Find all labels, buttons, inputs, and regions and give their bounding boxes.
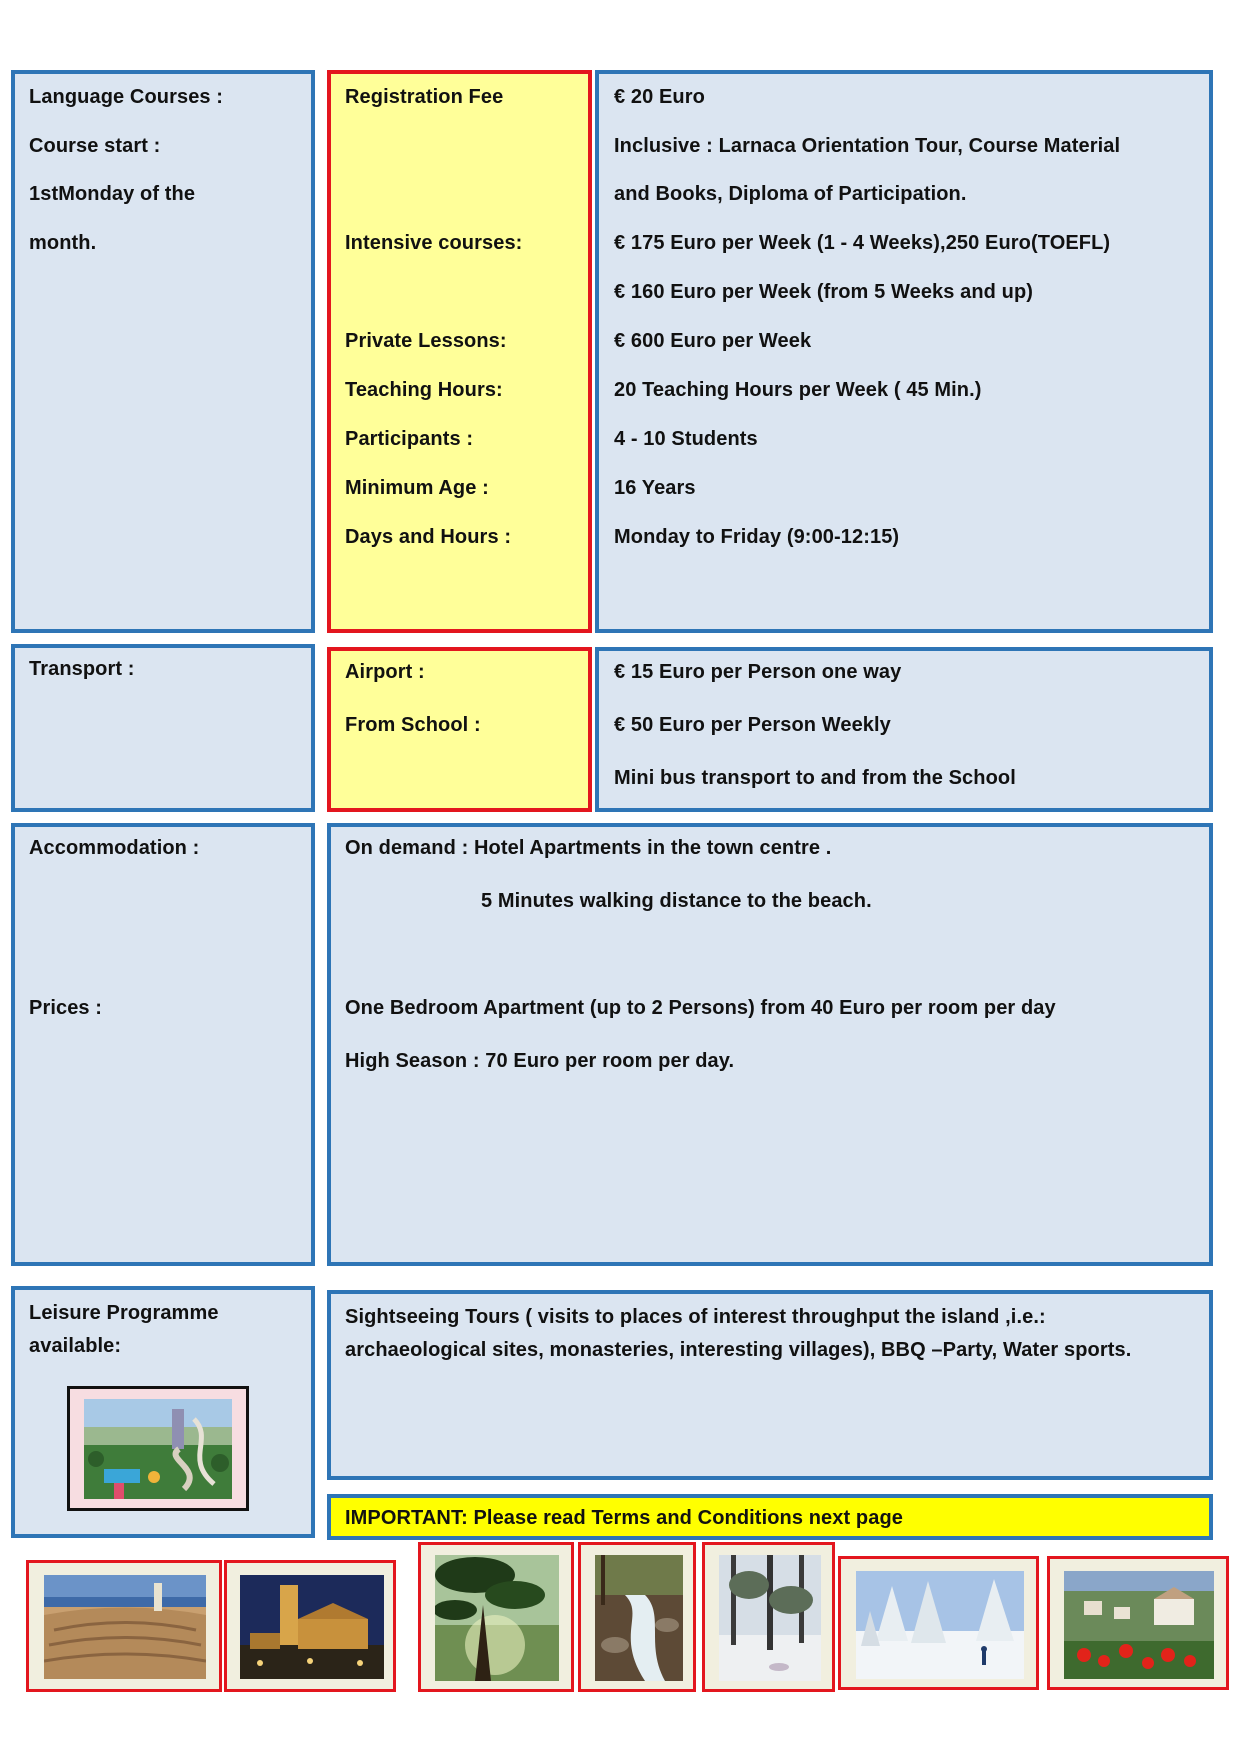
private-lessons-value: € 600 Euro per Week xyxy=(614,330,812,352)
leisure-label-line2: available: xyxy=(29,1335,122,1357)
participants-value: 4 - 10 Students xyxy=(614,428,758,450)
registration-fee-label: Registration Fee xyxy=(345,86,504,108)
photo-frame-amphitheatre xyxy=(26,1560,222,1692)
photo-frame-stream xyxy=(578,1542,696,1692)
photo-frame-pine xyxy=(418,1542,574,1692)
important-banner xyxy=(327,1494,1213,1540)
minimum-age-value: 16 Years xyxy=(614,477,696,499)
mountain-stream-photo xyxy=(595,1555,683,1681)
accommodation-line2: 5 Minutes walking distance to the beach. xyxy=(481,890,872,912)
intensive-price-2: € 160 Euro per Week (from 5 Weeks and up) xyxy=(614,281,1034,303)
teaching-hours-value: 20 Teaching Hours per Week ( 45 Min.) xyxy=(614,379,982,401)
from-school-label: From School : xyxy=(345,714,481,736)
leisure-line2: archaeological sites, monasteries, interesting villages), BBQ –Party, Water sports. xyxy=(345,1339,1132,1361)
transport-values-box xyxy=(595,647,1213,812)
private-lessons-label: Private Lessons: xyxy=(345,330,507,352)
registration-fee-value: € 20 Euro xyxy=(614,86,705,108)
courses-values-box xyxy=(595,70,1213,633)
inclusive-line2: and Books, Diploma of Participation. xyxy=(614,183,967,205)
inclusive-line1: Inclusive : Larnaca Orientation Tour, Course Material xyxy=(614,135,1121,157)
important-text: IMPORTANT: Please read Terms and Conditions next page xyxy=(345,1507,903,1529)
pine-tree-photo xyxy=(435,1555,559,1681)
teaching-hours-label: Teaching Hours: xyxy=(345,379,503,401)
course-start-value-line1: 1stMonday of the xyxy=(29,183,196,205)
airport-label: Airport : xyxy=(345,661,425,683)
accommodation-line1: On demand : Hotel Apartments in the town centre . xyxy=(345,837,832,859)
accommodation-price-line1: One Bedroom Apartment (up to 2 Persons) from 40 Euro per room per day xyxy=(345,997,1056,1019)
days-hours-label: Days and Hours : xyxy=(345,526,512,548)
courses-label-line: Language Courses : xyxy=(29,86,224,108)
photo-frame-ski xyxy=(838,1556,1039,1690)
prices-label: Prices : xyxy=(29,997,103,1019)
intensive-courses-label: Intensive courses: xyxy=(345,232,523,254)
course-start-value-line2: month. xyxy=(29,232,97,254)
transport-label-box xyxy=(11,644,315,812)
accommodation-price-line2: High Season : 70 Euro per room per day. xyxy=(345,1050,735,1072)
transport-label: Transport : xyxy=(29,658,135,680)
snowy-forest-photo xyxy=(719,1555,821,1681)
photo-frame-snowy-forest xyxy=(702,1542,835,1692)
amphitheatre-photo xyxy=(44,1575,206,1679)
minibus-value: Mini bus transport to and from the School xyxy=(614,767,1016,789)
from-school-value: € 50 Euro per Person Weekly xyxy=(614,714,891,736)
accommodation-label: Accommodation : xyxy=(29,837,200,859)
intensive-price-1: € 175 Euro per Week (1 - 4 Weeks),250 Euro(TOEFL) xyxy=(614,232,1111,254)
transport-labels-box xyxy=(327,647,592,812)
course-start-label: Course start : xyxy=(29,135,161,157)
photo-frame-village xyxy=(1047,1556,1229,1690)
leisure-line1: Sightseeing Tours ( visits to places of interest throughput the island ,i.e.: xyxy=(345,1306,1046,1328)
courses-label-box xyxy=(11,70,315,633)
waterpark-photo xyxy=(84,1399,232,1499)
photo-frame-church xyxy=(224,1560,396,1692)
accommodation-details-box xyxy=(327,823,1213,1266)
leisure-label-line1: Leisure Programme xyxy=(29,1302,219,1324)
minimum-age-label: Minimum Age : xyxy=(345,477,489,499)
village-flowers-photo xyxy=(1064,1571,1214,1679)
accommodation-label-box xyxy=(11,823,315,1266)
ski-slope-photo xyxy=(856,1571,1024,1679)
waterpark-photo-frame xyxy=(67,1386,249,1511)
participants-label: Participants : xyxy=(345,428,474,450)
airport-value: € 15 Euro per Person one way xyxy=(614,661,902,683)
leisure-label-box xyxy=(11,1286,315,1538)
leisure-details-box xyxy=(327,1290,1213,1480)
days-hours-value: Monday to Friday (9:00-12:15) xyxy=(614,526,900,548)
courses-fee-labels-box xyxy=(327,70,592,633)
church-night-photo xyxy=(240,1575,384,1679)
